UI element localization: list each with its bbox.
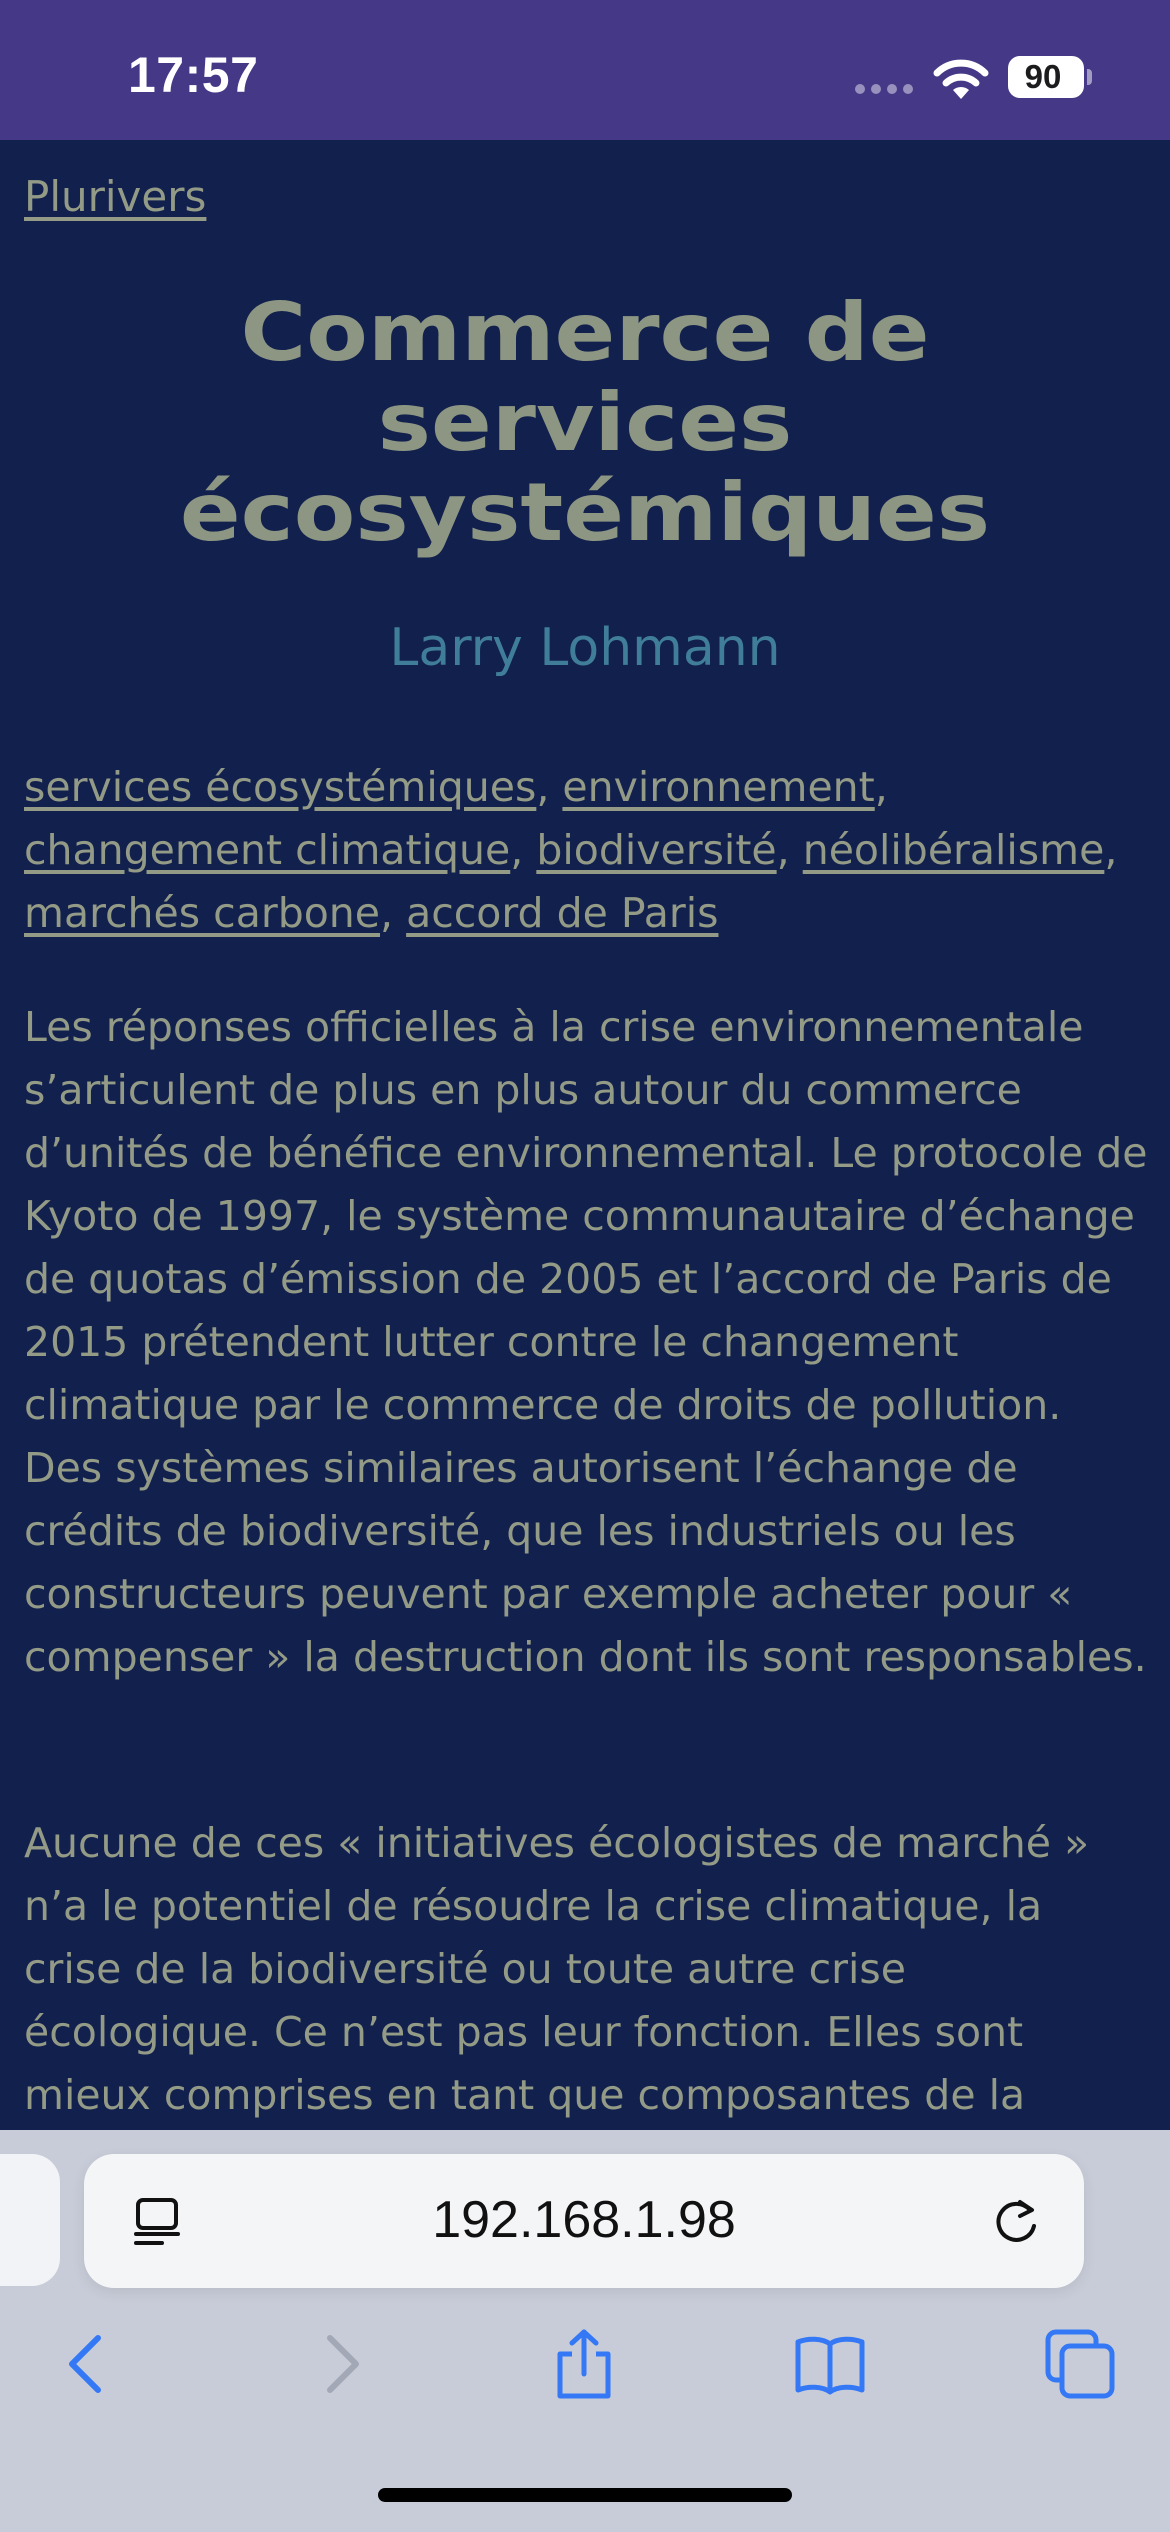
article-paragraph: Aucune de ces « initiatives écologistes de marché » n’a le potentiel de résoudre la crise climatique, la crise de la biodiversité ou toute autre crise écologique. Ce n’est pas leur fonction. Elles sont mieux comprises en tant que composantes de la [24, 1819, 1090, 2119]
tag-link[interactable]: marchés carbone [24, 889, 381, 937]
battery-nub [1087, 69, 1092, 85]
article-title [0, 288, 1170, 558]
browser-toolbar [0, 2130, 1170, 2532]
back-button[interactable] [52, 2328, 124, 2400]
title-line: services [377, 376, 793, 469]
previous-tab-preview[interactable] [0, 2154, 60, 2286]
title-line: Commerce de [240, 286, 930, 379]
cellular-signal-icon [855, 84, 915, 94]
tabs-icon[interactable] [1044, 2328, 1116, 2400]
battery-indicator [1008, 56, 1084, 98]
address-bar[interactable] [84, 2154, 1084, 2288]
site-home-link[interactable]: Plurivers [24, 172, 207, 221]
article-paragraph: Les réponses officielles à la crise environnementale s’articulent de plus en plus autour du commerce d’unités de bénéfice environnemental. Le protocole de Kyoto de 1997, le système communautaire d’échange de quotas d’émission de 2005 et l’accord de Paris de 2015 prétendent lutter contre le changement climatique par le commerce de droits de pollution. Des systèmes similaires autorisent l’échange de crédits de biodiversité, que les industriels ou les constructeurs peuvent par exemple acheter pour « compenser » la destruction dont ils sont responsables. [24, 1003, 1148, 1681]
forward-button[interactable] [304, 2328, 376, 2400]
status-bar [0, 0, 1170, 140]
home-indicator[interactable] [378, 2488, 792, 2502]
page-content[interactable] [0, 140, 1170, 2140]
tag-link[interactable]: biodiversité [536, 826, 777, 874]
url-text[interactable]: 192.168.1.98 [432, 2191, 736, 2249]
wifi-icon [932, 58, 990, 100]
status-time: 17:57 [128, 47, 259, 103]
tag-link[interactable]: services écosystémiques [24, 763, 537, 811]
book-icon[interactable] [794, 2328, 866, 2400]
tag-link[interactable]: environnement [562, 763, 875, 811]
share-icon[interactable] [548, 2328, 620, 2400]
article-author: Larry Lohmann [389, 618, 781, 678]
battery-level: 90 [1024, 58, 1062, 95]
tag-link[interactable]: accord de Paris [406, 889, 719, 937]
reload-icon[interactable] [990, 2196, 1042, 2248]
tag-link[interactable]: changement climatique [24, 826, 511, 874]
title-line: écosystémiques [179, 466, 991, 559]
tag-list: services écosystémiques, environnement, changement climatique, biodiversité, néolibéralisme, marchés carbone, accord de Paris [24, 763, 1118, 937]
tag-link[interactable]: néolibéralisme [802, 826, 1105, 874]
